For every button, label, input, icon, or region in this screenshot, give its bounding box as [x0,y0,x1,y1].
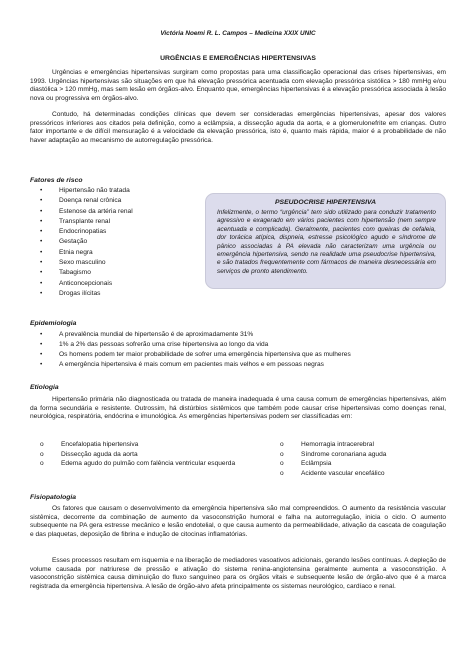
author-line: Victória Noemi R. L. Campos – Medicina XXIX UNIC [160,30,316,37]
risk-factor-item-text: Hipertensão não tratada [59,187,130,194]
risk-factor-item-text: Gestação [59,238,88,246]
risk-factor-item-text: Etnia negra [59,248,93,256]
risk-factor-item [30,217,133,227]
bullet-marker: • [40,279,43,287]
bullet-marker: o [280,441,284,448]
risk-factor-item-text: Doença renal crônica [59,197,122,205]
risk-factor-item-text: Drogas ilícitas [59,289,101,297]
epidemiology-item [30,350,351,360]
intro-paragraph-2: Contudo, há determinadas condições clínicas que devem ser consideradas emergências hipertensivas, apesar dos valores pressóricos inferiores aos citados pela definição, como a eclâmpsia, a dissecção aguda da aorta, e a glomerulonefrite em crianças. Outro fator importante e de difícil mensuração é a velocidade da elevação pressórica, isto é, quanto mais rápida, maior é a probabilidade de não haver adaptação ao mecanismo de autorregulação pressórica. [30,111,446,145]
bullet-marker: o [280,469,284,477]
classification-item [30,440,270,450]
epidemiology-item-text: 1% a 2% das pessoas sofrerão uma crise hipertensiva ao longo da vida [59,340,269,348]
epidemiology-item [30,330,351,340]
classification-item-text: Dissecção aguda da aorta [61,450,138,458]
risk-factor-item [30,258,133,268]
risk-factors-list [30,186,133,299]
classification-left-column [30,440,270,469]
risk-factor-item-text: Sexo masculino [59,259,106,267]
pseudocrise-text: Infelizmente, o termo “urgência” tem sido utilizado para conduzir tratamento agressivo e exagerado em vários pacientes com hipertensão (nem sempre acentuada e complicada). Geralmente, pacientes com queixas de cefaleia, dor torácica atípica, dispneia, estresse psicológico agudo e síndrome de pânico associadas à PA elevada não caracterizam uma urgência ou emergência hipertensiva, sendo na realidade uma pseudocrise hipertensiva, e são tratados frequentemente com fármacos de maneira desnecessária em serviços de pronto atendimento. [217,209,436,275]
bullet-marker: • [40,197,43,205]
bullet-marker: • [40,248,43,256]
risk-factor-item-text: Estenose da artéria renal [59,207,133,215]
risk-factors-heading: Fatores de risco [30,177,83,184]
bullet-marker: • [40,238,43,246]
risk-factor-item [30,237,133,247]
epidemiology-list [30,330,351,370]
bullet-marker: • [40,350,43,358]
bullet-marker: • [40,331,43,338]
epidemiology-heading: Epidemiologia [30,320,77,327]
etiology-paragraph: Hipertensão primária não diagnosticada ou tratada de maneira inadequada é uma causa comum de emergências hipertensivas, além da forma secundária e resistente. Outrossim, há distúrbios sistêmicos que também pode causar crise hipertensivas como doenças renal, neurológica, respiratória, endócrina e imunológica. As emergências hipertensivas podem ser classificadas em: [30,396,446,421]
pseudocrise-box [205,193,446,289]
physiopathology-heading: Fisiopatologia [30,494,77,501]
epidemiology-item [30,340,351,350]
bullet-marker: o [40,450,44,458]
risk-factor-item-text: Transplante renal [59,217,111,225]
risk-factor-item [30,279,133,289]
intro-paragraph-1: Urgências e emergências hipertensivas surgiram como propostas para uma classificação operacional das crises hipertensivas, em 1993. Urgências hipertensivas são situações em que há elevação pressórica acentuada com elevação pressórica sistólica > 180 mmHg e/ou diastólica > 120 mmHg, mas sem lesão em órgãos-alvo. Enquanto que, emergências hipertensivas é a elevação pressórica associada à lesão nova ou progressiva em órgãos-alvo. [30,69,446,103]
pseudocrise-title: PSEUDOCRISE HIPERTENSIVA [275,199,376,206]
bullet-marker: • [40,207,43,215]
classification-item [30,459,270,469]
physiopathology-paragraph-2: Esses processos resultam em isquemia e na liberação de mediadores vasoativos adicionais, gerando lesões contínuas. A depleção de volume causada por natriurese de pressão e ativação do sistema renina-angiotensina geralmente aumenta a vasoconstrição. A vasoconstrição sistêmica causa diminuição do fluxo sanguíneo para os órgãos vitais e subsequente lesão de órgão-alvo que é a marca registrada da emergência hipertensiva. A lesão de órgão-alvo afeta principalmente os sistemas neurológico, cardíaco e renal. [30,557,446,591]
risk-factor-item-text: Anticoncepcionais [59,279,113,287]
risk-factor-item-text: Endocrinopatias [59,228,107,236]
classification-item [270,459,446,469]
bullet-marker: • [40,187,43,194]
risk-factor-item [30,196,133,206]
physiopathology-paragraph-1: Os fatores que causam o desenvolvimento da emergência hipertensiva são mal compreendidos. O aumento da resistência vascular sistêmica, decorrente da combinação de aumento da vasoconstrição humoral e falha na autorregulação, inicia o ciclo. O aumento subsequente na PA gera estresse mecânico e lesão endotelial, o que causa aumento da permeabilidade, ativação da cascata de coagulação e das plaquetas, deposição de fibrina e indução de citocinas inflamatórias. [30,505,446,539]
bullet-marker: o [40,460,44,467]
classification-item-text: Eclâmpsia [301,460,332,467]
bullet-marker: o [40,441,44,448]
epidemiology-item-text: Os homens podem ter maior probabilidade de sofrer uma emergência hipertensiva que as mulheres [59,350,351,358]
classification-item [30,450,270,460]
risk-factor-item [30,268,133,278]
classification-item-text: Encefalopatia hipertensiva [61,441,139,448]
bullet-marker: • [40,340,43,348]
classification-item [270,440,446,450]
classification-item-text: Hemorragia intracerebral [301,441,374,448]
bullet-marker: • [40,228,43,236]
risk-factor-item [30,186,133,196]
risk-factor-item [30,207,133,217]
classification-item-text: Edema agudo do pulmão com falência ventricular esquerda [61,460,236,467]
epidemiology-item-text: A emergência hipertensiva é mais comum em pacientes mais velhos e em pessoas negras [59,360,324,368]
classification-item [270,450,446,460]
bullet-marker: • [40,217,43,225]
bullet-marker: • [40,259,43,267]
classification-item-text: Síndrome coronariana aguda [301,450,387,458]
classification-item [270,469,446,479]
risk-factor-item [30,227,133,237]
epidemiology-item [30,360,351,370]
classification-right-column [270,440,446,478]
risk-factor-item [30,248,133,258]
bullet-marker: o [280,450,284,458]
risk-factor-item-text: Tabagismo [59,269,91,277]
epidemiology-item-text: A prevalência mundial de hipertensão é de aproximadamente 31% [59,331,254,338]
bullet-marker: • [40,269,43,277]
bullet-marker: • [40,360,43,368]
bullet-marker: • [40,289,43,297]
page-title: URGÊNCIAS E EMERGÊNCIAS HIPERTENSIVAS [160,55,316,62]
etiology-heading: Etiologia [30,384,59,391]
classification-item-text: Acidente vascular encefálico [301,469,385,477]
risk-factor-item [30,289,133,299]
bullet-marker: o [280,460,284,467]
